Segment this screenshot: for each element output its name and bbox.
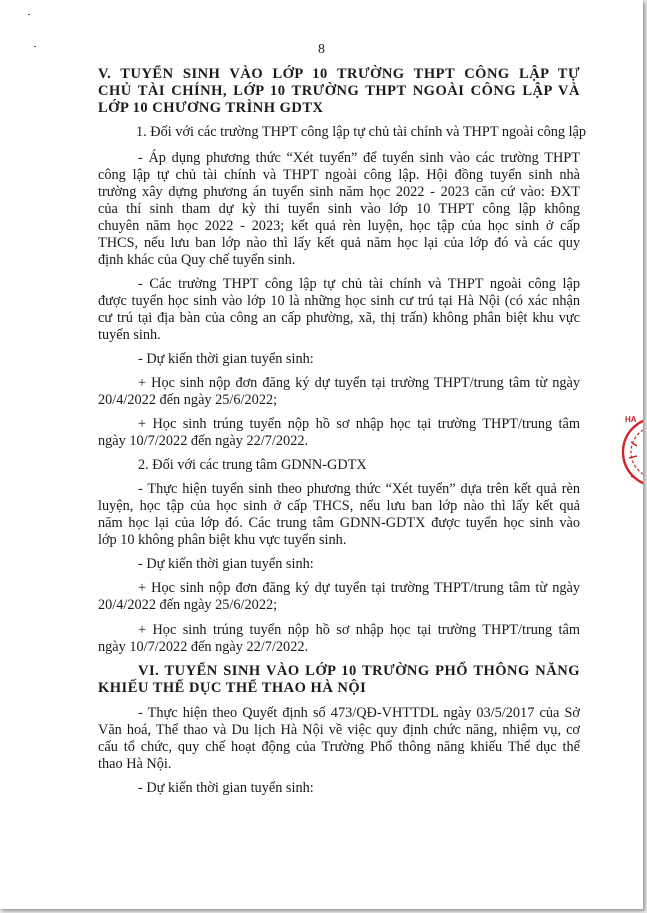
paragraph-line: cư trú tại địa bàn của công an cấp phường, xã, thị trấn) không phân biệt khu vực bbox=[98, 310, 580, 326]
paragraph-line: cấu tổ chức, quy chế hoạt động của Trường Phổ thông năng khiếu Thể dục thể bbox=[98, 739, 580, 755]
paragraph-line: - Dự kiến thời gian tuyển sinh: bbox=[138, 351, 314, 367]
paragraph-line: + Học sinh trúng tuyển nộp hồ sơ nhập học tại trường THPT/trung tâm bbox=[138, 622, 580, 638]
paragraph-line: ngày 10/7/2022 đến ngày 22/7/2022. bbox=[98, 639, 309, 655]
paragraph-line: được tuyển học sinh vào lớp 10 là những học sinh cư trú tại Hà Nội (có xác nhận bbox=[98, 293, 580, 309]
paragraph-line: luyện, học tập của học sinh ở cấp THCS, nếu lưu ban lớp nào thì lấy kết quả bbox=[98, 498, 580, 514]
paragraph-line: - Các trường THPT công lập tự chủ tài chính và THPT ngoài công lập bbox=[138, 276, 580, 292]
paragraph-line: năm học lại của lớp đó. Các trung tâm GDNN-GDTX được tuyển học sinh vào bbox=[98, 515, 580, 531]
paragraph-line: + Học sinh trúng tuyển nộp hồ sơ nhập học tại trường THPT/trung tâm bbox=[138, 416, 580, 432]
paragraph-line: - Thực hiện theo Quyết định số 473/QĐ-VHTTDL ngày 03/5/2017 của Sở bbox=[138, 705, 580, 721]
subsection-1-title: 1. Đối với các trường THPT công lập tự chủ tài chính và THPT ngoài công lập bbox=[136, 124, 587, 140]
paragraph-line: + Học sinh nộp đơn đăng ký dự tuyển tại trường THPT/trung tâm từ ngày bbox=[138, 375, 580, 391]
paragraph-line: - Dự kiến thời gian tuyển sinh: bbox=[138, 556, 314, 572]
paragraph-line: THCS, nếu lưu ban lớp nào thì lấy kết quả năm học lại của lớp đó và các quy bbox=[98, 235, 580, 251]
paragraph-line: Văn hoá, Thể thao và Du lịch Hà Nội về việc quy định chức năng, nhiệm vụ, cơ bbox=[98, 722, 580, 738]
paragraph-line: 20/4/2022 đến ngày 25/6/2022; bbox=[98, 392, 278, 408]
paragraph-line: - Dự kiến thời gian tuyển sinh: bbox=[138, 780, 314, 796]
red-seal-stamp bbox=[617, 402, 643, 502]
paragraph-line: của thí sinh tham dự kỳ thi tuyển sinh vào lớp 10 THPT công lập không bbox=[98, 201, 580, 217]
scan-speck bbox=[28, 14, 30, 15]
paragraph-line: - Áp dụng phương thức “Xét tuyển” để tuyển sinh vào các trường THPT bbox=[138, 150, 580, 166]
section-vi-heading-line2: KHIẾU THỂ DỤC THỂ THAO HÀ NỘI bbox=[98, 680, 367, 696]
section-v-heading-line2: CHỦ TÀI CHÍNH, LỚP 10 TRƯỜNG THPT NGOÀI CÔNG LẬP VÀ bbox=[98, 83, 580, 99]
paragraph-line: tuyển sinh. bbox=[98, 327, 161, 343]
paragraph-line: lớp 10 không phân biệt khu vực tuyển sinh. bbox=[98, 532, 347, 548]
paragraph-line: - Thực hiện tuyển sinh theo phương thức “Xét tuyển” dựa trên kết quả rèn bbox=[138, 481, 580, 497]
paragraph-line: 20/4/2022 đến ngày 25/6/2022; bbox=[98, 597, 278, 613]
paragraph-line: định khác của Quy chế tuyển sinh. bbox=[98, 252, 296, 268]
stamp-lettering: HA bbox=[625, 415, 637, 424]
page-number: 8 bbox=[318, 42, 325, 57]
subsection-2-title: 2. Đối với các trung tâm GDNN-GDTX bbox=[138, 457, 367, 473]
section-v-heading-line1: V. TUYỂN SINH VÀO LỚP 10 TRƯỜNG THPT CÔNG LẬP TỰ bbox=[98, 66, 580, 82]
paragraph-line: chuyên năm học 2022 - 2023; kết quả rèn luyện, học tập của học sinh ở cấp bbox=[98, 218, 580, 234]
paragraph-line: công lập tự chủ tài chính và THPT ngoài công lập. Hội đồng tuyển sinh nhà bbox=[98, 167, 580, 183]
section-vi-heading-line1: VI. TUYỂN SINH VÀO LỚP 10 TRƯỜNG PHỔ THÔNG NĂNG bbox=[138, 663, 580, 679]
paragraph-line: trường xây dựng phương án tuyển sinh năm học 2022 - 2023 căn cứ vào: ĐXT bbox=[98, 184, 580, 200]
paragraph-line: + Học sinh nộp đơn đăng ký dự tuyển tại trường THPT/trung tâm từ ngày bbox=[138, 580, 580, 596]
paragraph-line: ngày 10/7/2022 đến ngày 22/7/2022. bbox=[98, 433, 309, 449]
section-v-heading-line3: LỚP 10 CHƯƠNG TRÌNH GDTX bbox=[98, 100, 324, 116]
paragraph-line: thao Hà Nội. bbox=[98, 756, 172, 772]
